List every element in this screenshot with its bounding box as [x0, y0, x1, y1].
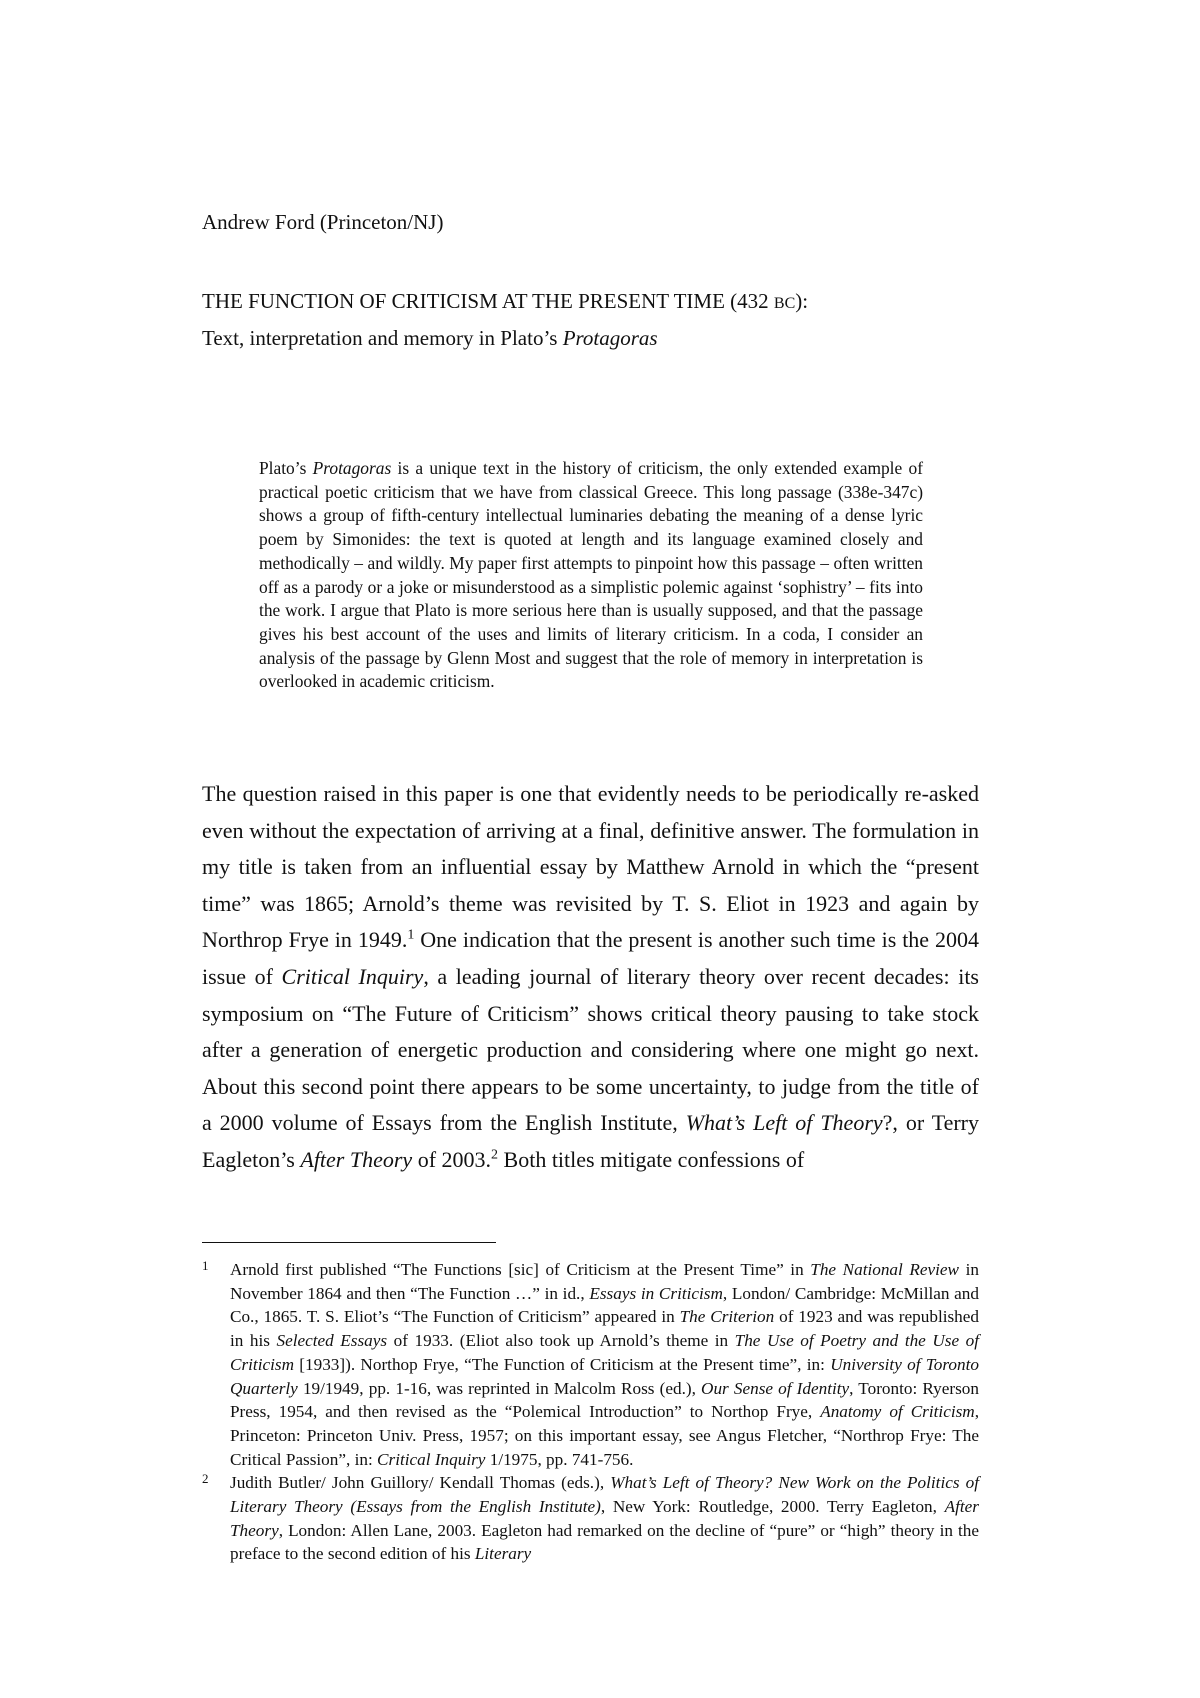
footnote-2: 2 Judith Butler/ John Guillory/ Kendall Thomas (eds.), What’s Left of Theory? New Work on the Politics of Literary Theory (Essays from the English Institute), New York: Routledge, 2000. Terry Eagleton, After Theory, London: Allen Lane, 2003. Eagleton had remarked on the decline of “pure” or “high” theory in the preface to the second edition of his Literary — [202, 1471, 979, 1566]
footnote-1: 1 Arnold first published “The Functions [sic] of Criticism at the Present Time” in The National Review in November 1864 and then “The Function …” in id., Essays in Criticism, London/ Cambridge: McMillan and Co., 1865. T. S. Eliot’s “The Function of Criticism” appeared in The Criterion of 1923 and was republished in his Selected Essays of 1933. (Eliot also took up Arnold’s theme in The Use of Poetry and the Use of Criticism [1933]). Northop Frye, “The Function of Criticism at the Present time”, in: University of Toronto Quarterly 19/1949, pp. 1-16, was reprinted in Malcolm Ross (ed.), Our Sense of Identity, Toronto: Ryerson Press, 1954, and then revised as the “Polemical Introduction” to Northop Frye, Anatomy of Criticism, Princeton: Princeton Univ. Press, 1957; on this important essay, see Angus Fletcher, “Northrop Frye: The Critical Passion”, in: Critical Inquiry 1/1975, pp. 741-756. — [202, 1258, 979, 1471]
footnote-ref-2[interactable]: 2 — [491, 1147, 499, 1163]
paper-title — [202, 284, 808, 356]
body-text — [202, 776, 979, 1179]
footnote-divider — [202, 1242, 496, 1243]
footnote-ref-1[interactable]: 1 — [407, 928, 415, 944]
title-line-1: THE FUNCTION OF CRITICISM AT THE PRESENT TIME (432 BC): — [202, 289, 809, 313]
footnote-number: 2 — [202, 1471, 209, 1487]
footnote-number: 1 — [202, 1258, 209, 1273]
footnotes — [202, 1258, 979, 1566]
body-paragraph: The question raised in this paper is one that evidently needs to be periodically re-asked even without the expectation of arriving at a final, definitive answer. The formulation in my title is taken from an influential essay by Matthew Arnold in which the “present time” was 1865; Arnold’s theme was revisited by T. S. Eliot in 1923 and again by Northrop Frye in 1949.$^1$ One indication that the present is another such time is the 2004 issue of Critical Inquiry, a leading journal of literary theory over recent decades: its symposium on “The Future of Criticism” shows critical theory pausing to take stock after a generation of energetic production and considering where one might go next. About this second point there appears to be some uncertainty, to judge from the title of a 2000 volume of Essays from the English Institute, What’s Left of Theory?, or Terry Eagleton’s After Theory of 2003.$^2$ Both titles mitigate confessions of — [202, 781, 980, 1172]
abstract: Plato’s Protagoras is a unique text in the history of criticism, the only extended example of practical poetic criticism that we have from classical Greece. This long passage (338e-347c) shows a group of fifth-century intellectual luminaries debating the meaning of a dense lyric poem by Simonides: the text is quoted at length and its language examined closely and methodically – and wildly. My paper first attempts to pinpoint how this passage – often written off as a parody or a joke or misunderstood as a simplistic polemic against ‘sophistry’ – fits into the work. I argue that Plato is more serious here than is usually supposed, and that the passage gives his best account of the uses and limits of literary criticism. In a coda, I consider an analysis of the passage by Glenn Most and suggest that the role of memory in interpretation is overlooked in academic criticism. — [259, 458, 924, 692]
title-line-2: Text, interpretation and memory in Plato’s Protagoras — [202, 326, 658, 350]
author-line: Andrew Ford (Princeton/NJ) — [202, 210, 444, 234]
